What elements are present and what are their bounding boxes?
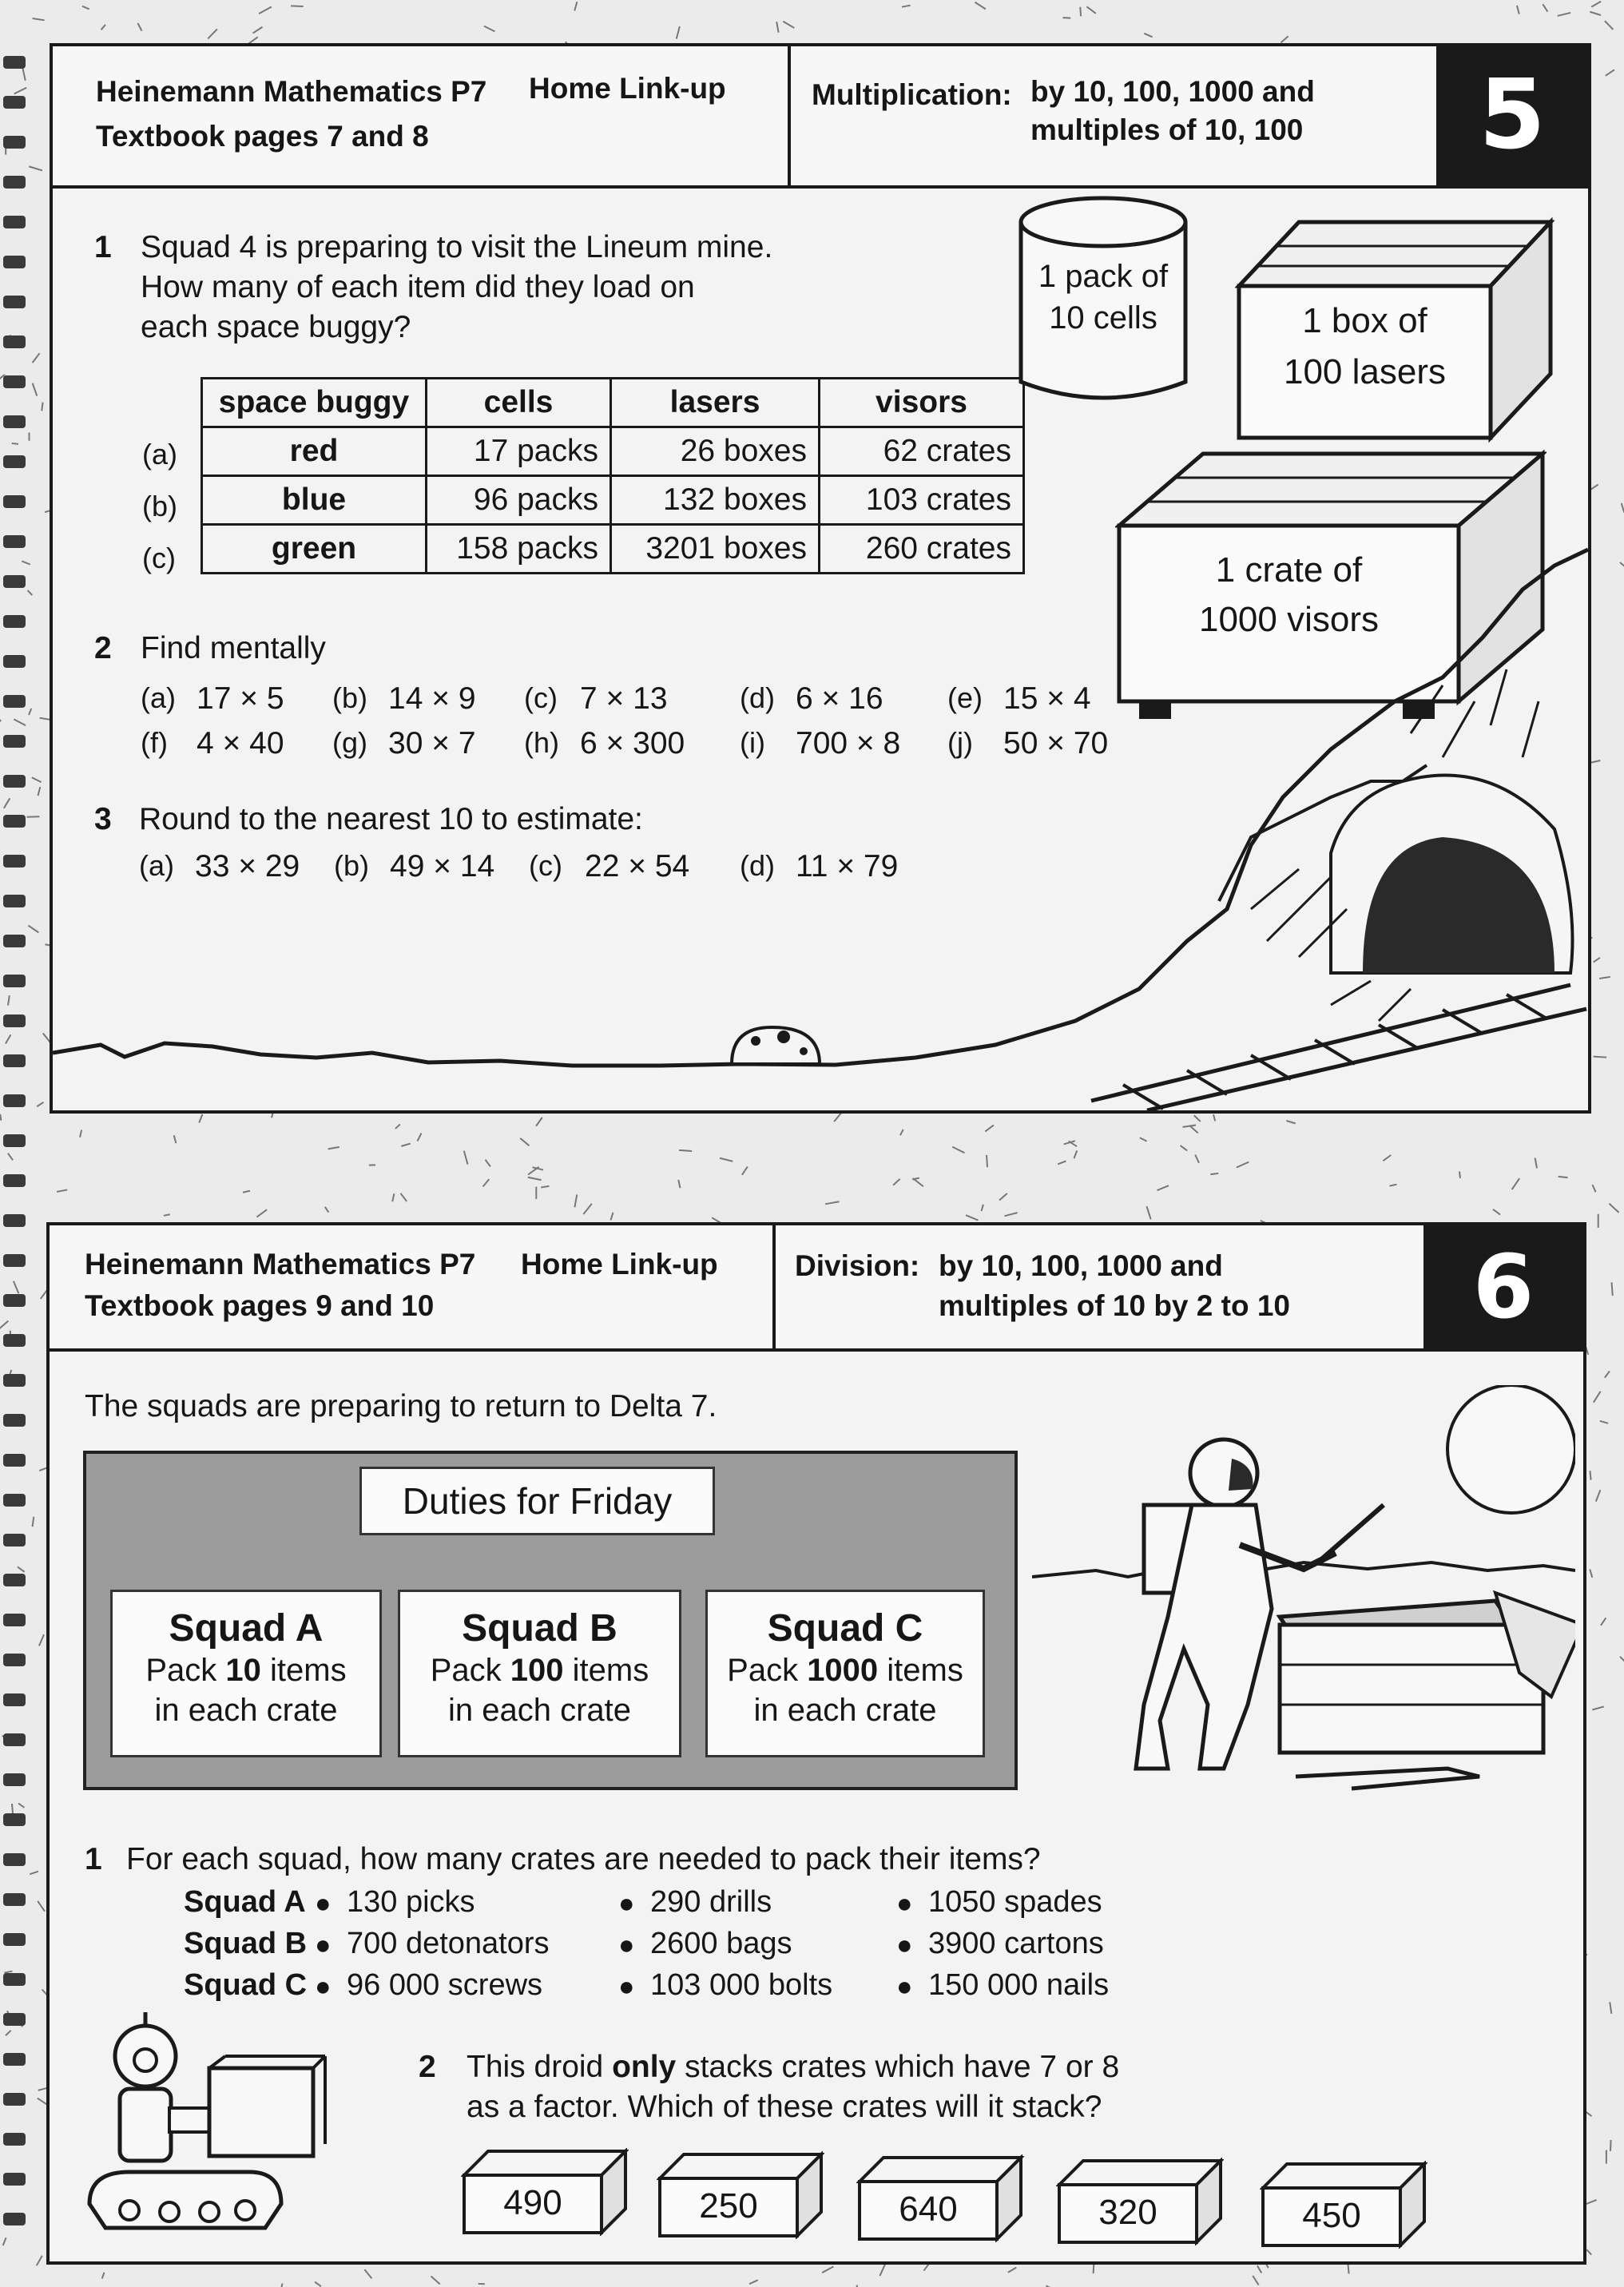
item-quantity: 96 000 screws bbox=[347, 1968, 543, 2002]
section-6-topic bbox=[772, 1225, 1423, 1348]
item-quantity: 150 000 nails bbox=[928, 1968, 1110, 2002]
expression: 17 × 5 bbox=[197, 681, 284, 716]
bullet-icon: ● bbox=[896, 1930, 913, 1960]
expression-label: (c) bbox=[524, 681, 558, 714]
book-title: Heinemann Mathematics P7 bbox=[85, 1248, 476, 1280]
expression-label: (b) bbox=[332, 681, 367, 714]
topic-line-1: by 10, 100, 1000 and bbox=[939, 1249, 1223, 1282]
section-6-intro: The squads are preparing to return to Delta 7. bbox=[85, 1389, 717, 1423]
question-1-line-1: Squad 4 is preparing to visit the Lineum mine. bbox=[141, 230, 773, 264]
cell-pack-label-1: 1 pack of bbox=[1038, 259, 1169, 294]
visors-value: 103 crates bbox=[820, 476, 1024, 525]
duties-noticeboard bbox=[83, 1451, 1018, 1790]
cells-value: 96 packs bbox=[427, 476, 611, 525]
textbook-pages: Textbook pages 9 and 10 bbox=[85, 1289, 435, 1322]
item-quantity: 130 picks bbox=[347, 1885, 475, 1919]
squad-instruction-2: in each crate bbox=[447, 1693, 632, 1728]
item-quantity: 290 drills bbox=[650, 1885, 772, 1919]
buggy-name: blue bbox=[202, 476, 427, 525]
topic-line-2: multiples of 10 by 2 to 10 bbox=[939, 1289, 1291, 1322]
squad-label: Squad C bbox=[184, 1968, 308, 2002]
row-label-c: (c) bbox=[142, 542, 176, 574]
question-1-line-2: How many of each item did they load on bbox=[141, 270, 695, 304]
expression: 15 × 4 bbox=[1003, 681, 1091, 716]
squad-c-notice bbox=[705, 1590, 985, 1757]
question-2-number: 2 bbox=[94, 631, 112, 665]
lasers-value: 3201 boxes bbox=[611, 525, 820, 574]
home-link-up-label: Home Link-up bbox=[521, 1248, 718, 1280]
expression-label: (d) bbox=[740, 849, 775, 882]
expression: 50 × 70 bbox=[1003, 726, 1109, 760]
question-2-title: Find mentally bbox=[141, 631, 326, 665]
section-5-topic bbox=[788, 46, 1446, 185]
expression-label: (h) bbox=[524, 726, 559, 759]
crate-number: 490 bbox=[503, 2183, 562, 2222]
cells-value: 17 packs bbox=[427, 427, 611, 476]
expression-label: (a) bbox=[141, 681, 176, 714]
section-6-book-info bbox=[50, 1225, 772, 1348]
visors-value: 260 crates bbox=[820, 525, 1024, 574]
question-2-number: 2 bbox=[419, 2050, 436, 2084]
crate-number: 640 bbox=[899, 2190, 958, 2229]
expression-label: (d) bbox=[740, 681, 775, 714]
question-2-line-1: This droid only stacks crates which have 7 or 8 bbox=[467, 2050, 1120, 2084]
column-header: visors bbox=[820, 379, 1024, 427]
expression-label: (e) bbox=[947, 681, 983, 714]
question-1-line-3: each space buggy? bbox=[141, 310, 411, 344]
expression: 11 × 79 bbox=[796, 849, 899, 883]
item-quantity: 2600 bags bbox=[650, 1927, 792, 1960]
expression: 7 × 13 bbox=[580, 681, 668, 716]
expression: 700 × 8 bbox=[796, 726, 901, 760]
question-2-line-2: as a factor. Which of these crates will it stack? bbox=[467, 2090, 1102, 2124]
buggy-name: red bbox=[202, 427, 427, 476]
section-5-header bbox=[53, 46, 1588, 189]
lasers-value: 26 boxes bbox=[611, 427, 820, 476]
robot-droid-illustration bbox=[81, 2012, 385, 2252]
topic-label: Multiplication: bbox=[812, 78, 1012, 111]
topic-line-2: multiples of 10, 100 bbox=[1030, 113, 1304, 146]
expression-label: (c) bbox=[529, 849, 562, 882]
item-quantity: 1050 spades bbox=[928, 1885, 1102, 1919]
laser-box-label-2: 100 lasers bbox=[1283, 352, 1446, 391]
squad-label: Squad B bbox=[184, 1927, 308, 1960]
question-1-number: 1 bbox=[94, 230, 112, 264]
crate-number: 320 bbox=[1098, 2193, 1157, 2232]
bullet-icon: ● bbox=[315, 1971, 332, 2002]
squad-name: Squad B bbox=[462, 1607, 617, 1650]
section-number-badge: 6 bbox=[1423, 1225, 1583, 1348]
item-quantity: 3900 cartons bbox=[928, 1927, 1104, 1960]
spiral-binding bbox=[0, 32, 32, 2269]
crate-number: 450 bbox=[1302, 2196, 1361, 2235]
question-3-number: 3 bbox=[94, 802, 112, 836]
expression-label: (i) bbox=[740, 726, 765, 759]
home-link-up-label: Home Link-up bbox=[529, 72, 726, 105]
item-quantity: 700 detonators bbox=[347, 1927, 550, 1960]
table-row bbox=[202, 427, 1024, 476]
column-header: lasers bbox=[611, 379, 820, 427]
crate-number: 250 bbox=[699, 2186, 758, 2225]
squad-instruction-2: in each crate bbox=[154, 1693, 338, 1728]
cells-value: 158 packs bbox=[427, 525, 611, 574]
section-number-badge: 5 bbox=[1436, 46, 1588, 185]
section-6-header bbox=[50, 1225, 1583, 1352]
expression: 6 × 16 bbox=[796, 681, 883, 716]
expression: 4 × 40 bbox=[197, 726, 284, 760]
expression-label: (j) bbox=[947, 726, 973, 759]
duties-title: Duties for Friday bbox=[359, 1467, 715, 1535]
expression-label: (g) bbox=[332, 726, 367, 759]
section-6-card bbox=[46, 1222, 1586, 2265]
item-quantity: 103 000 bolts bbox=[650, 1968, 833, 2002]
bullet-icon: ● bbox=[618, 1971, 635, 2002]
table-header-row bbox=[202, 379, 1024, 427]
topic-label: Division: bbox=[795, 1249, 920, 1282]
expression: 33 × 29 bbox=[195, 849, 300, 883]
section-5-book-info bbox=[53, 46, 788, 185]
squad-name: Squad A bbox=[169, 1607, 324, 1650]
squad-instruction: Pack 100 items bbox=[430, 1653, 649, 1688]
squad-label: Squad A bbox=[184, 1885, 306, 1919]
expression: 30 × 7 bbox=[388, 726, 476, 760]
squad-a-notice bbox=[110, 1590, 382, 1757]
question-3-title: Round to the nearest 10 to estimate: bbox=[139, 802, 643, 836]
textbook-pages: Textbook pages 7 and 8 bbox=[96, 120, 429, 153]
squad-instruction: Pack 10 items bbox=[145, 1653, 347, 1688]
expression-label: (a) bbox=[139, 849, 174, 882]
bullet-icon: ● bbox=[315, 1888, 332, 1919]
expression-label: (b) bbox=[334, 849, 369, 882]
column-header: space buggy bbox=[202, 379, 427, 427]
bullet-icon: ● bbox=[896, 1888, 913, 1919]
squad-instruction: Pack 1000 items bbox=[727, 1653, 963, 1688]
bullet-icon: ● bbox=[896, 1971, 913, 2002]
question-1-title: For each squad, how many crates are needed to pack their items? bbox=[126, 1842, 1041, 1876]
laser-box-label-1: 1 box of bbox=[1302, 301, 1427, 340]
buggy-name: green bbox=[202, 525, 427, 574]
lasers-value: 132 boxes bbox=[611, 476, 820, 525]
squad-b-notice bbox=[398, 1590, 681, 1757]
topic-line-1: by 10, 100, 1000 and bbox=[1030, 75, 1315, 108]
astronaut-packing-crate-illustration bbox=[1032, 1385, 1575, 1801]
row-label-b: (b) bbox=[142, 490, 177, 522]
section-5-card bbox=[50, 43, 1591, 1114]
bullet-icon: ● bbox=[618, 1888, 635, 1919]
cell-pack-label-2: 10 cells bbox=[1049, 300, 1157, 336]
question-1-number: 1 bbox=[85, 1842, 102, 1876]
expression: 22 × 54 bbox=[585, 849, 690, 883]
expression: 14 × 9 bbox=[388, 681, 476, 716]
visors-value: 62 crates bbox=[820, 427, 1024, 476]
visor-crate-label-1: 1 crate of bbox=[1215, 550, 1363, 590]
bullet-icon: ● bbox=[315, 1930, 332, 1960]
lunar-mine-landscape-illustration bbox=[53, 494, 1588, 1110]
row-label-a: (a) bbox=[142, 438, 177, 471]
bullet-icon: ● bbox=[618, 1930, 635, 1960]
squad-name: Squad C bbox=[767, 1607, 923, 1650]
expression: 6 × 300 bbox=[580, 726, 685, 760]
visor-crate-label-2: 1000 visors bbox=[1198, 600, 1379, 639]
column-header: cells bbox=[427, 379, 611, 427]
book-title: Heinemann Mathematics P7 bbox=[96, 75, 487, 108]
expression-label: (f) bbox=[141, 726, 168, 759]
squad-instruction-2: in each crate bbox=[753, 1693, 937, 1728]
expression: 49 × 14 bbox=[390, 849, 495, 883]
